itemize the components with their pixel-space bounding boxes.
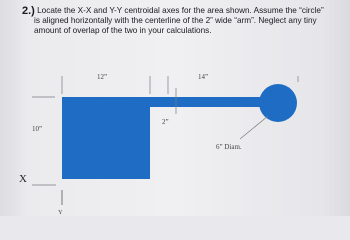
problem-line-3: amount of overlap of the two in your calculations.: [34, 25, 212, 35]
main-rectangle: [62, 97, 150, 179]
problem-line-1: Locate the X-X and Y-Y centroidal axes for the area shown. Assume the “circle”: [37, 6, 324, 15]
problem-line-2: is aligned horizontally with the centerline of the 2” wide “arm”. Neglect any tiny: [34, 16, 317, 26]
dim-label-12: 12”: [97, 73, 108, 81]
dim-label-14: 14”: [198, 73, 209, 81]
circle-shape: [259, 84, 297, 122]
arm-rectangle: [150, 97, 270, 107]
dim-label-2: 2”: [162, 118, 169, 126]
problem-number: 2.): [22, 5, 35, 17]
x-axis-label: X: [19, 173, 27, 185]
dim-label-10: 10”: [32, 125, 43, 133]
composite-shape: [62, 84, 297, 179]
leader-diam: [240, 116, 268, 139]
y-axis-label: Y: [58, 209, 63, 216]
dim-label-6-diam: 6” Diam.: [216, 143, 242, 151]
